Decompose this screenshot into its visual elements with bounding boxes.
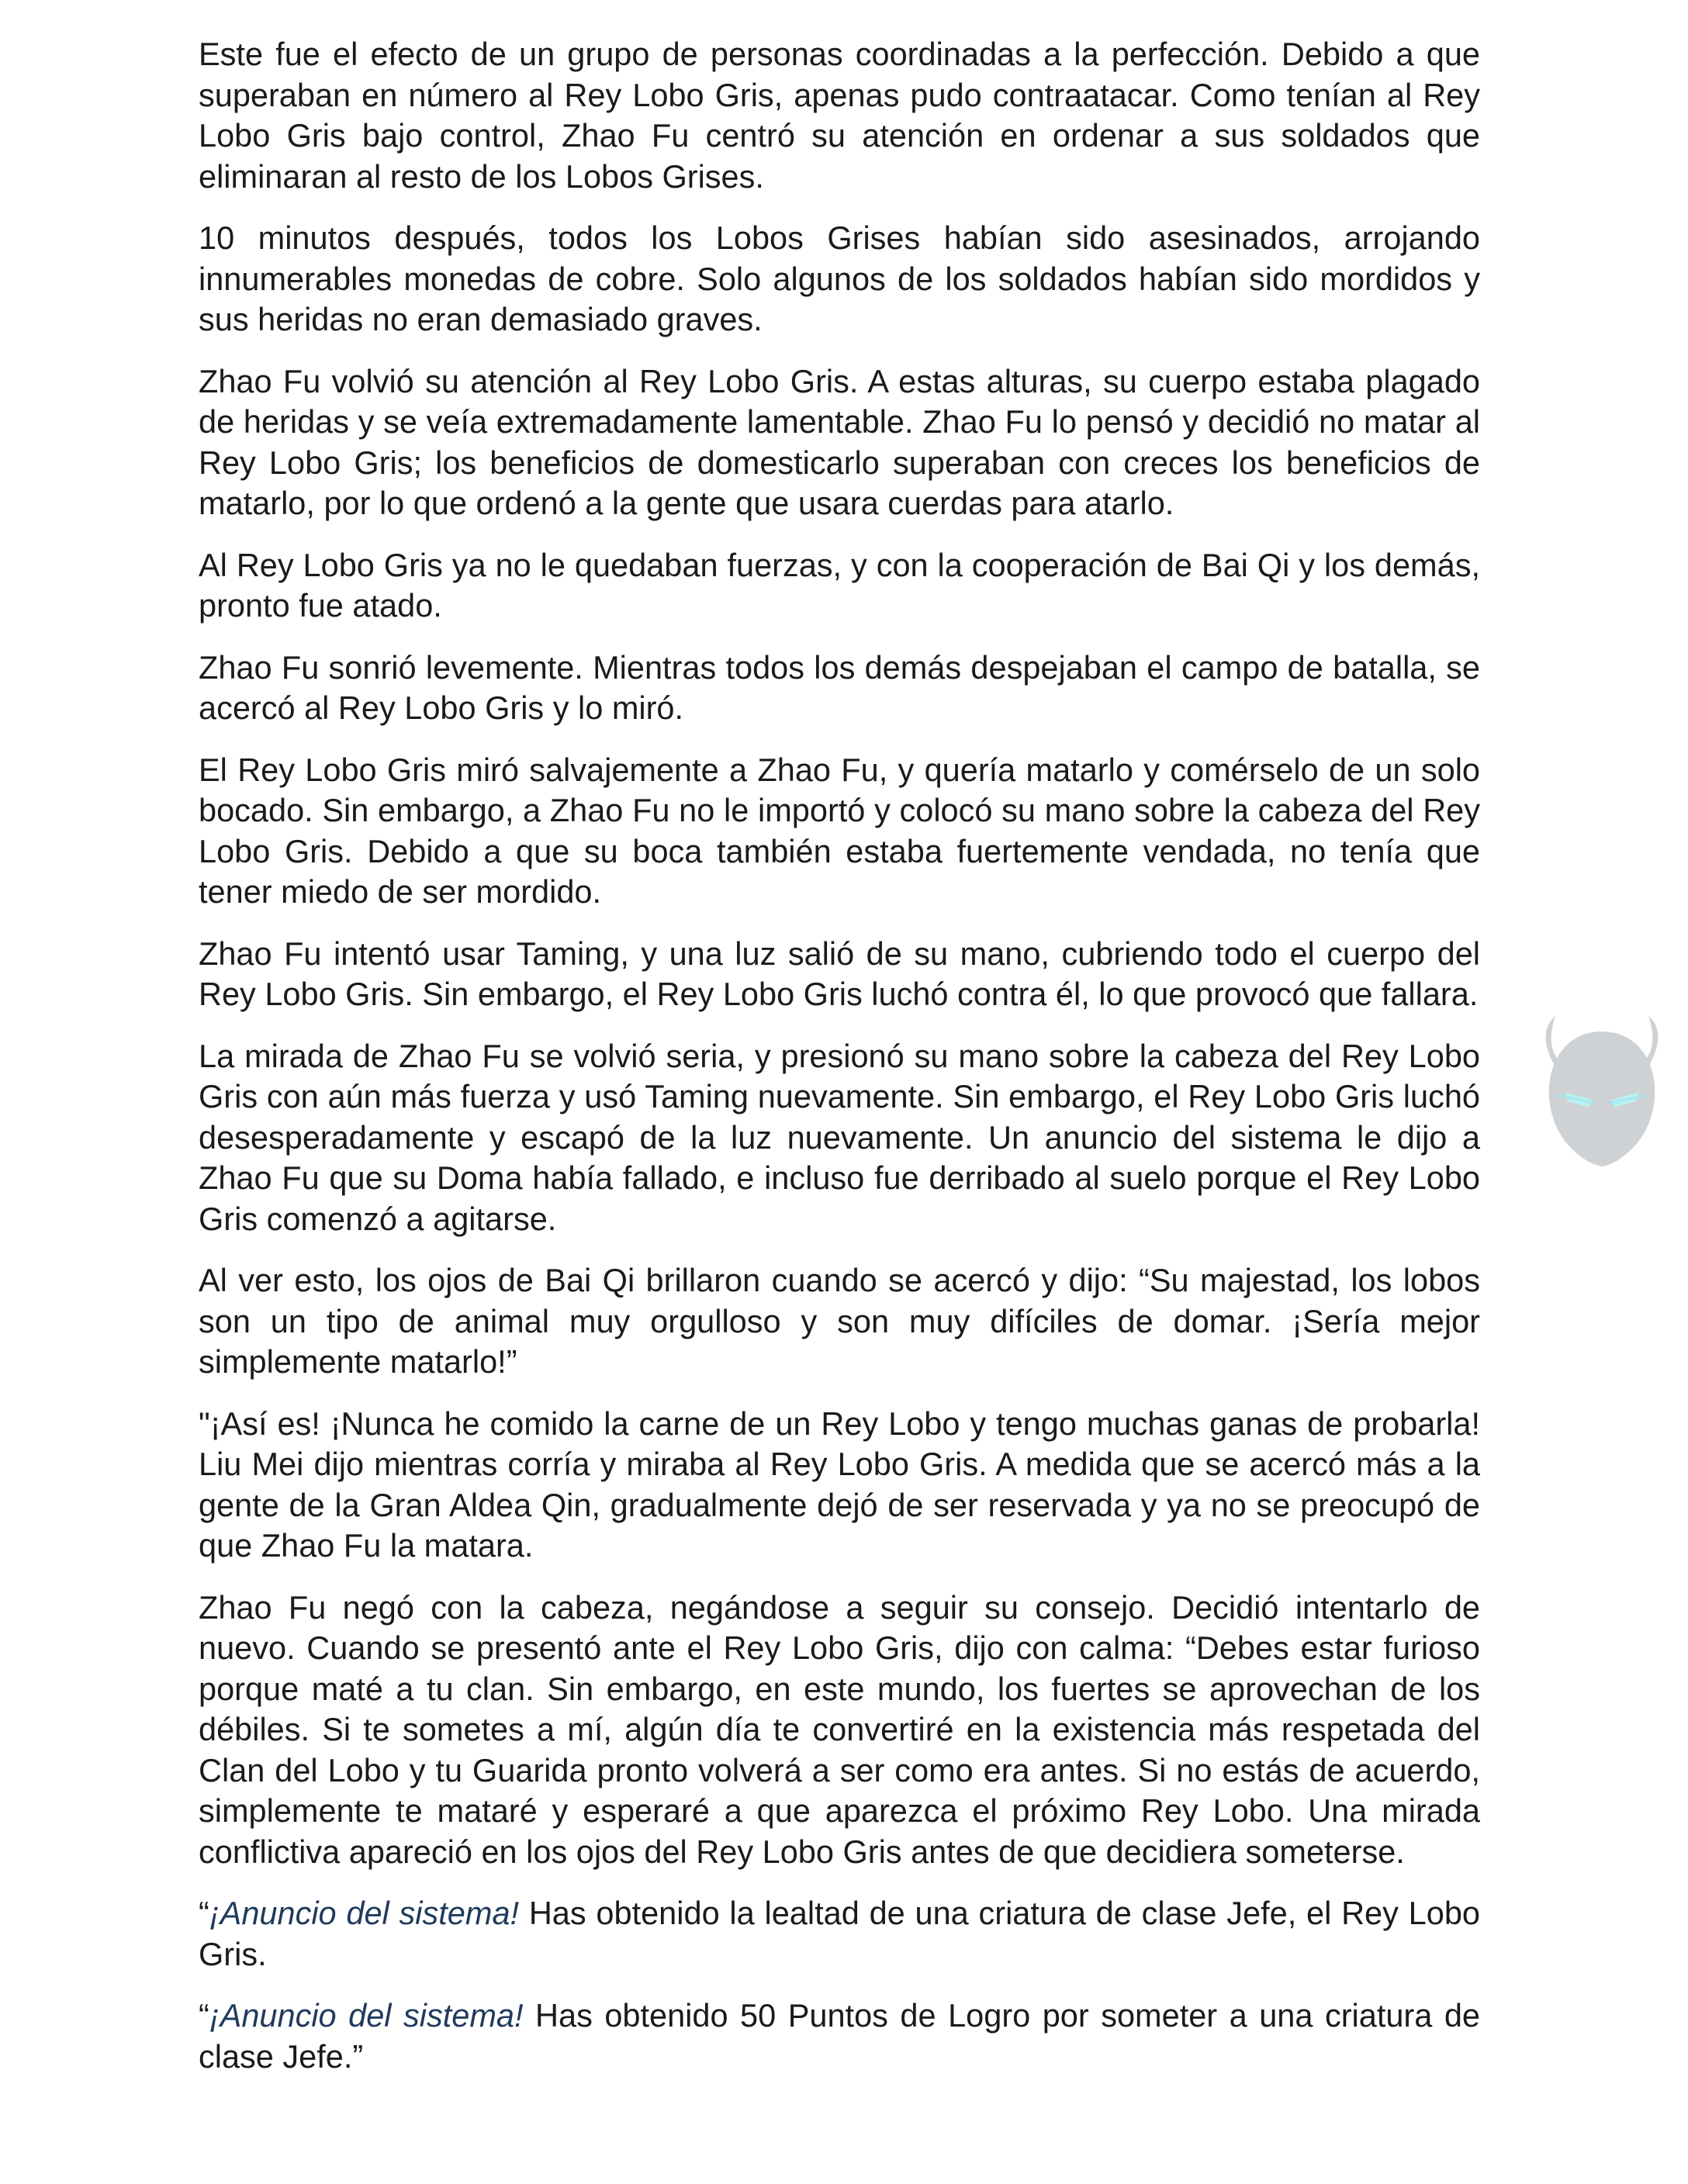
paragraph-7: Zhao Fu intentó usar Taming, y una luz salió de su mano, cubriendo todo el cuerpo del Rey Lobo Gris. Sin embargo, el Rey Lobo Gris luchó contra él, lo que provocó que fallara. [199,935,1480,1012]
horned-demon-head-icon [1524,1000,1679,1171]
system-announcement-2 [199,1996,1480,2077]
system-announcement-1 [199,1893,1480,1975]
paragraph-11: Zhao Fu negó con la cabeza, negándose a seguir su consejo. Decidió intentarlo de nuevo. Cuando se presentó ante el Rey Lobo Gris, dijo con calma: “Debes estar furioso porque maté a tu clan. Sin embargo, en este mundo, los fuertes se aprovechan de los débiles. Si te sometes a mí, algún día te convertiré en la existencia más respetada del Clan del Lobo y tu Guarida pronto volverá a ser como era antes. Si no estás de acuerdo, simplemente te mataré y esperaré a que aparezca el próximo Rey Lobo. Una mirada conflictiva apareció en los ojos del Rey Lobo Gris antes de que decidiera someterse. [199,1588,1480,1870]
paragraph-8: La mirada de Zhao Fu se volvió seria, y presionó su mano sobre la cabeza del Rey Lobo Gris con aún más fuerza y usó Taming nuevamente. Sin embargo, el Rey Lobo Gris luchó desesperadamente y escapó de la luz nuevamente. Un anuncio del sistema le dijo a Zhao Fu que su Doma había fallado, e incluso fue derribado al suelo porque el Rey Lobo Gris comenzó a agitarse. [199,1037,1480,1237]
paragraph-9: Al ver esto, los ojos de Bai Qi brillaron cuando se acercó y dijo: “Su majestad, los lobos son un tipo de animal muy orgulloso y son muy difíciles de domar. ¡Sería mejor simplemente matarlo!” [199,1262,1480,1380]
announcement-text: Has obtenido 50 Puntos de Logro por someter a una criatura de clase Jefe.” [199,1997,1480,2075]
paragraph-4: Al Rey Lobo Gris ya no le quedaban fuerzas, y con la cooperación de Bai Qi y los demás, pronto fue atado. [199,546,1480,624]
paragraph-2: 10 minutos después, todos los Lobos Grises habían sido asesinados, arrojando innumerables monedas de cobre. Solo algunos de los soldados habían sido mordidos y sus heridas no eran demasiado graves. [199,219,1480,337]
paragraph-5: Zhao Fu sonrió levemente. Mientras todos los demás despejaban el campo de batalla, se acercó al Rey Lobo Gris y lo miró. [199,648,1480,726]
paragraph-3: Zhao Fu volvió su atención al Rey Lobo Gris. A estas alturas, su cuerpo estaba plagado de heridas y se veía extremadamente lamentable. Zhao Fu lo pensó y decidió no matar al Rey Lobo Gris; los beneficios de domesticarlo superaban con creces los beneficios de matarlo, por lo que ordenó a la gente que usara cuerdas para atarlo. [199,362,1480,521]
document-page [199,34,1480,2098]
paragraph-10: "¡Así es! ¡Nunca he comido la carne de un Rey Lobo y tengo muchas ganas de probarla! Liu Mei dijo mientras corría y miraba al Rey Lobo Gris. A medida que se acercó más a la gente de la Gran Aldea Qin, gradualmente dejó de ser reservada y ya no se preocupó de que Zhao Fu la matara. [199,1405,1480,1564]
announcement-label: ¡Anuncio del sistema! [209,1895,520,1931]
paragraph-1: Este fue el efecto de un grupo de personas coordinadas a la perfección. Debido a que superaban en número al Rey Lobo Gris, apenas pudo contraatacar. Como tenían al Rey Lobo Gris bajo control, Zhao Fu centró su atención en ordenar a sus soldados que eliminaran al resto de los Lobos Grises. [199,36,1480,195]
announcement-text: Has obtenido la lealtad de una criatura de clase Jefe, el Rey Lobo Gris. [199,1895,1480,1972]
announcement-open-quote: “ [199,1997,209,2034]
announcement-label: ¡Anuncio del sistema! [209,1997,524,2034]
announcement-open-quote: “ [199,1895,209,1931]
paragraph-6: El Rey Lobo Gris miró salvajemente a Zhao Fu, y quería matarlo y comérselo de un solo bocado. Sin embargo, a Zhao Fu no le importó y colocó su mano sobre la cabeza del Rey Lobo Gris. Debido a que su boca también estaba fuertemente vendada, no tenía que tener miedo de ser mordido. [199,751,1480,910]
